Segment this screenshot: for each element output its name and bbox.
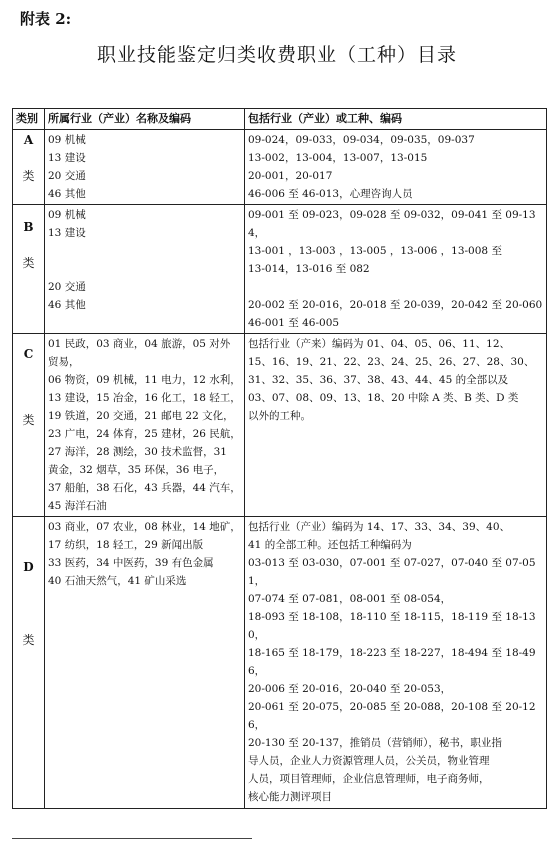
category-letter: B <box>23 220 34 234</box>
category-letter: A <box>23 133 34 147</box>
table-row <box>13 205 547 334</box>
industry-line: 贸易， <box>48 356 80 368</box>
header-codes: 包括行业（产业）或工种、编码 <box>245 109 547 130</box>
code-line: 31、32、35、36、37、38、43、44、45 的全部以及 <box>248 374 509 386</box>
code-line: 以外的工种。 <box>248 410 311 422</box>
code-line: 20-130 至 20-137，推销员（营销师），秘书，职业指 <box>248 737 502 749</box>
table-row <box>13 334 547 517</box>
industry-cell <box>45 205 245 334</box>
industry-line: 19 铁道，20 交通，21 邮电 22 文化， <box>48 410 234 422</box>
annex-label: 附表 2: <box>20 10 72 28</box>
category-suffix: 类 <box>22 413 35 427</box>
industry-line: 09 机械 <box>48 134 86 146</box>
code-line: 20-006 至 20-016，20-040 至 20-053， <box>248 683 452 695</box>
industry-line: 黄金，32 烟草，35 环保，36 电子， <box>48 464 225 476</box>
industry-line: 40 石油天然气，41 矿山采选 <box>48 575 187 587</box>
code-line: 包括行业（产业）编码为 14、17、33、34、39、40、 <box>248 521 511 533</box>
codes-cell <box>245 205 547 334</box>
industry-line: 45 海洋石油 <box>48 500 107 512</box>
code-line: 18-093 至 18-108，18-110 至 18-115，18-119 至 18-130， <box>248 611 536 641</box>
industry-line: 20 交通 <box>48 170 86 182</box>
industry-line: 03 商业，07 农业，08 林业，14 地矿， <box>48 521 241 533</box>
industry-line: 01 民政，03 商业，04 旅游，05 对外 <box>48 338 231 350</box>
code-line: 03-013 至 03-030，07-001 至 07-027，07-040 至 07-051， <box>248 557 536 587</box>
category-suffix: 类 <box>22 169 35 183</box>
codes-cell <box>245 517 547 809</box>
category-cell <box>13 517 45 809</box>
industry-line: 09 机械 <box>48 209 86 221</box>
code-line: 09-024，09-033，09-034，09-035，09-037 <box>248 134 475 146</box>
header-industry: 所属行业（产业）名称及编码 <box>45 109 245 130</box>
code-line: 13-014，13-016 至 082 <box>248 263 370 275</box>
category-suffix: 类 <box>22 256 35 270</box>
table-header-row <box>13 109 547 130</box>
industry-line: 37 船舶，38 石化，43 兵器，44 汽车， <box>48 482 241 494</box>
industry-cell <box>45 517 245 809</box>
industry-line: 46 其他 <box>48 188 86 200</box>
header-category: 类别 <box>13 109 45 130</box>
codes-cell <box>245 334 547 517</box>
code-line: 07-074 至 07-081，08-001 至 08-054， <box>248 593 452 605</box>
code-line: 20-001，20-017 <box>248 170 333 182</box>
code-line: 13-002，13-004，13-007，13-015 <box>248 152 428 164</box>
code-line: 46-001 至 46-005 <box>248 317 340 329</box>
code-line: 20-002 至 20-016，20-018 至 20-039，20-042 至 20-060 <box>248 299 543 311</box>
code-line <box>248 278 543 296</box>
industry-line: 13 建设 <box>48 152 86 164</box>
industry-line <box>48 242 241 260</box>
industry-line: 13 建设，15 冶金，16 化工，18 轻工， <box>48 392 241 404</box>
industry-cell <box>45 130 245 205</box>
industry-line <box>48 260 241 278</box>
code-line: 20-061 至 20-075，20-085 至 20-088，20-108 至 20-126， <box>248 701 536 731</box>
industry-line: 13 建设 <box>48 227 86 239</box>
industry-line: 23 广电，24 体育，25 建材，26 民航， <box>48 428 241 440</box>
category-cell <box>13 334 45 517</box>
table-row <box>13 517 547 809</box>
code-line: 18-165 至 18-179，18-223 至 18-227，18-494 至 18-496， <box>248 647 536 677</box>
code-line: 导人员，企业人力资源管理人员，公关员，物业管理 <box>248 755 490 767</box>
category-letter: D <box>23 560 34 574</box>
table-row <box>13 130 547 205</box>
code-line: 15、16、19、21、22、23、24、25、26、27、28、30、 <box>248 356 535 368</box>
code-line: 41 的全部工种。还包括工种编码为 <box>248 539 412 551</box>
industry-cell <box>45 334 245 517</box>
code-line: 09-001 至 09-023，09-028 至 09-032，09-041 至 09-134， <box>248 209 536 239</box>
category-cell <box>13 205 45 334</box>
industry-line: 46 其他 <box>48 299 86 311</box>
category-suffix: 类 <box>22 633 35 647</box>
footer-rule <box>12 838 252 839</box>
category-letter: C <box>23 347 34 361</box>
code-line: 核心能力测评项目 <box>248 791 332 803</box>
code-line: 人员，项目管理师，企业信息管理师，电子商务师， <box>248 773 490 785</box>
code-line: 13-001 ，13-003 ，13-005 ，13-006 ，13-008 至 <box>248 245 502 257</box>
industry-line: 27 海洋，28 测绘，30 技术监督，31 <box>48 446 227 458</box>
codes-cell <box>245 130 547 205</box>
industry-line: 20 交通 <box>48 281 86 293</box>
industry-line: 17 纺织，18 轻工，29 新闻出版 <box>48 539 204 551</box>
page-title: 职业技能鉴定归类收费职业（工种）目录 <box>96 44 457 66</box>
category-cell <box>13 130 45 205</box>
industry-line: 06 物资，09 机械，11 电力，12 水利， <box>48 374 241 386</box>
code-line: 包括行业（产来）编码为 01、04、05、06、11、12、 <box>248 338 511 350</box>
occupation-table <box>12 108 547 809</box>
code-line: 03、07、08、09、13、18、20 中除 A 类、B 类、D 类 <box>248 392 519 404</box>
code-line: 46-006 至 46-013，心理咨询人员 <box>248 188 413 200</box>
industry-line: 33 医药，34 中医药，39 有色金属 <box>48 557 214 569</box>
